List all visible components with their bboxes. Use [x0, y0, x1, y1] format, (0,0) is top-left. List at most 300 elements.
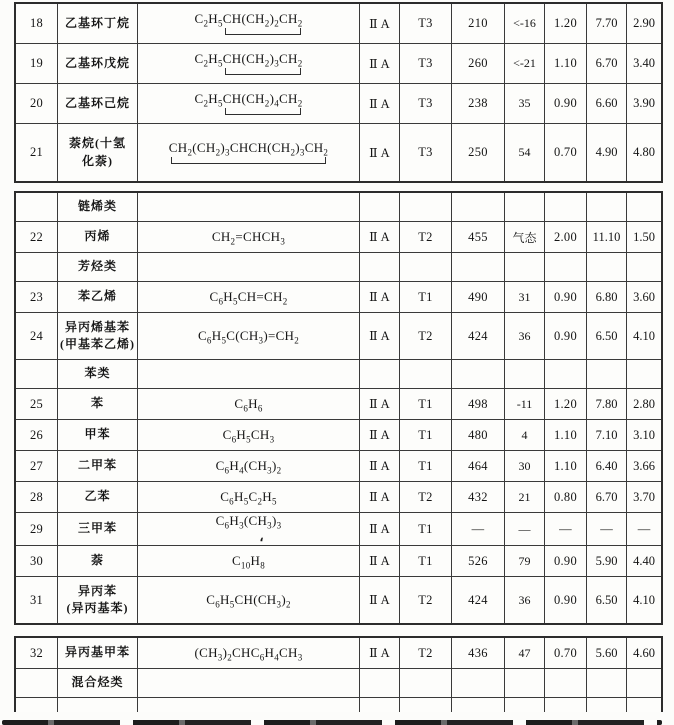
- cell-flash-point: [505, 638, 545, 668]
- cell-sequence-number: [16, 222, 58, 252]
- substance-name-line: 丙烯: [84, 229, 111, 244]
- molecular-formula: $C_{10}H_8$: [231, 553, 266, 571]
- cell-explosion-lower-limit-value: 0.90: [553, 553, 578, 568]
- cell-vapor-density: [627, 253, 661, 281]
- cell-explosion-upper-limit: [587, 546, 627, 576]
- cell-explosion-upper-limit: [587, 253, 627, 281]
- cell-flash-point-value: <-21: [513, 56, 536, 70]
- cell-explosion-upper-limit: [587, 222, 627, 252]
- cell-temp-class: [400, 44, 452, 83]
- cell-ignition-temp-value: 238: [468, 96, 488, 110]
- table-row: [16, 576, 661, 623]
- cell-ignition-temp: [452, 669, 505, 697]
- table-row: [16, 545, 661, 576]
- cell-molecular-formula: [138, 193, 360, 221]
- substance-name-line: 苯乙烯: [77, 289, 117, 304]
- cell-explosion-lower-limit: [545, 360, 587, 388]
- substance-name-line: 乙苯: [84, 489, 111, 504]
- cell-flash-point-value: -11: [516, 396, 533, 411]
- cell-ignition-temp-value: 464: [468, 458, 488, 473]
- table-row: [16, 4, 661, 43]
- cell-substance-name: [58, 513, 138, 545]
- cell-temp-class-value: T1: [418, 396, 433, 411]
- table-block: [14, 636, 663, 712]
- cell-explosion-upper-limit-value: —: [600, 521, 613, 536]
- table-row: [16, 388, 661, 419]
- cell-substance-name: [58, 253, 138, 281]
- cell-sequence-number: [16, 638, 58, 668]
- cell-flash-point-value: 21: [518, 489, 531, 504]
- cell-molecular-formula: [138, 389, 360, 419]
- cell-flash-point: [505, 389, 545, 419]
- cell-substance-name: [58, 451, 138, 481]
- cell-vapor-density: [627, 193, 661, 221]
- molecular-formula: $C_6H_6$: [234, 396, 263, 414]
- formula-ring-part: $CH(CH_2)_4CH_2$: [222, 91, 303, 109]
- cell-temp-class: [400, 84, 452, 123]
- cell-temp-class: [400, 193, 452, 221]
- cell-molecular-formula: [138, 420, 360, 450]
- cell-vapor-density: [627, 451, 661, 481]
- table-row: [16, 123, 661, 181]
- cell-flash-point: [505, 84, 545, 123]
- cell-equipment-group: [360, 360, 400, 388]
- formula-chain-part: $C_2H_5$: [194, 11, 223, 29]
- cell-substance-name: [58, 420, 138, 450]
- cell-molecular-formula: [138, 253, 360, 281]
- cell-temp-class: [400, 4, 452, 43]
- category-row: [16, 252, 661, 281]
- cell-temp-class: [400, 313, 452, 359]
- cell-molecular-formula: [138, 698, 360, 712]
- cell-explosion-upper-limit-value: 6.60: [595, 96, 618, 110]
- cell-temp-class: [400, 360, 452, 388]
- cell-vapor-density: [627, 638, 661, 668]
- cell-equipment-group: [360, 4, 400, 43]
- cell-equipment-group: [360, 698, 400, 712]
- cell-molecular-formula: [138, 44, 360, 83]
- sequence-number: 23: [29, 289, 44, 304]
- cell-explosion-upper-limit: [587, 193, 627, 221]
- table-row: [16, 481, 661, 512]
- cell-ignition-temp: [452, 513, 505, 545]
- cell-explosion-lower-limit-value: 1.10: [553, 427, 578, 442]
- cell-ignition-temp: [452, 222, 505, 252]
- table-block: [14, 191, 663, 625]
- cell-molecular-formula: [138, 84, 360, 123]
- cell-explosion-lower-limit: [545, 420, 587, 450]
- cell-substance-name: [58, 577, 138, 623]
- cell-flash-point-value: 4: [521, 427, 528, 442]
- cell-ignition-temp-value: 455: [468, 229, 488, 244]
- cell-equipment-group: [360, 420, 400, 450]
- cell-temp-class-value: T2: [418, 645, 433, 660]
- sequence-number: 21: [29, 145, 44, 159]
- cell-sequence-number: [16, 698, 58, 712]
- cell-explosion-lower-limit-value: 1.10: [553, 56, 578, 70]
- cell-sequence-number: [16, 389, 58, 419]
- substance-name-line: 芳烃类: [77, 259, 117, 274]
- cell-explosion-upper-limit-value: 4.90: [595, 145, 618, 159]
- molecular-formula: $C_6H_5C_2H_5$: [220, 489, 277, 507]
- cell-equipment-group-value: Ⅱ A: [369, 56, 390, 71]
- cell-vapor-density: [627, 4, 661, 43]
- cell-explosion-lower-limit-value: 1.20: [553, 396, 578, 411]
- cell-temp-class: [400, 124, 452, 181]
- cell-explosion-upper-limit-value: 5.60: [595, 645, 618, 660]
- cell-substance-name: [58, 4, 138, 43]
- cell-ignition-temp: [452, 389, 505, 419]
- cell-ignition-temp-value: 436: [468, 645, 488, 660]
- cell-explosion-lower-limit: [545, 669, 587, 697]
- substance-name-line: 混合烃类: [71, 675, 124, 690]
- cell-explosion-lower-limit-value: 1.20: [553, 16, 578, 30]
- cell-ignition-temp-value: 526: [468, 553, 488, 568]
- cell-equipment-group: [360, 222, 400, 252]
- cell-explosion-upper-limit: [587, 482, 627, 512]
- cell-explosion-lower-limit-value: 0.80: [553, 489, 578, 504]
- cell-vapor-density-value: 2.80: [633, 396, 655, 411]
- substance-name-line: 乙基环戊烷: [64, 55, 130, 70]
- cell-sequence-number: [16, 44, 58, 83]
- cell-explosion-upper-limit: [587, 577, 627, 623]
- cell-ignition-temp-value: 432: [468, 489, 488, 504]
- cell-explosion-upper-limit: [587, 698, 627, 712]
- cell-equipment-group-value: Ⅱ A: [369, 397, 390, 411]
- cell-temp-class: [400, 513, 452, 545]
- cell-explosion-lower-limit-value: —: [559, 521, 572, 536]
- substance-name-line: 三甲苯: [77, 521, 117, 536]
- cell-flash-point: [505, 193, 545, 221]
- molecular-formula: [194, 51, 302, 67]
- cell-sequence-number: [16, 420, 58, 450]
- cell-explosion-upper-limit-value: 6.50: [595, 328, 618, 343]
- cell-equipment-group: [360, 124, 400, 181]
- sequence-number: 28: [29, 489, 44, 504]
- substance-name-line: 二甲苯: [77, 458, 117, 473]
- substance-name-line: 异丙烯基苯: [64, 319, 130, 334]
- cell-equipment-group-value: Ⅱ A: [369, 230, 390, 244]
- cell-temp-class-value: T3: [418, 16, 433, 30]
- table-row: [16, 312, 661, 359]
- cell-molecular-formula: [138, 669, 360, 697]
- cell-vapor-density: [627, 546, 661, 576]
- cell-vapor-density-value: 4.40: [633, 553, 655, 568]
- cell-temp-class-value: T3: [418, 56, 433, 70]
- cell-explosion-lower-limit: [545, 577, 587, 623]
- cell-molecular-formula: [138, 513, 360, 545]
- cutoff-next-row-artifact: [2, 720, 662, 725]
- cell-flash-point: [505, 124, 545, 181]
- cell-molecular-formula: [138, 451, 360, 481]
- cell-flash-point-value: 36: [518, 328, 531, 343]
- cell-equipment-group-value: Ⅱ A: [369, 290, 390, 304]
- cell-molecular-formula: [138, 482, 360, 512]
- cell-ignition-temp: [452, 577, 505, 623]
- substance-name-line: 苯: [90, 396, 104, 411]
- cell-vapor-density-value: 3.70: [633, 489, 655, 504]
- cell-vapor-density-value: 1.50: [633, 229, 655, 244]
- cell-explosion-upper-limit: [587, 638, 627, 668]
- cell-explosion-upper-limit: [587, 84, 627, 123]
- cell-substance-name: [58, 546, 138, 576]
- cell-vapor-density: [627, 698, 661, 712]
- sequence-number: 19: [29, 56, 44, 70]
- molecular-formula: $C_6H_3(CH_3)_3$: [215, 513, 282, 531]
- formula-ring-part: $CH(CH_2)_3CH_2$: [222, 51, 303, 69]
- cell-explosion-lower-limit: [545, 253, 587, 281]
- cell-substance-name: [58, 222, 138, 252]
- substance-name-line: 苯类: [84, 366, 111, 381]
- cell-flash-point: [505, 4, 545, 43]
- cell-temp-class: [400, 253, 452, 281]
- cell-molecular-formula: [138, 638, 360, 668]
- cell-vapor-density: [627, 222, 661, 252]
- cell-vapor-density: [627, 44, 661, 83]
- cell-ignition-temp-value: 424: [468, 592, 488, 607]
- cell-flash-point: [505, 253, 545, 281]
- cell-explosion-upper-limit-value: 11.10: [592, 229, 621, 244]
- substance-name-line: 乙基环丁烷: [64, 15, 130, 30]
- cell-explosion-upper-limit: [587, 451, 627, 481]
- cell-explosion-lower-limit: [545, 44, 587, 83]
- cell-equipment-group-value: Ⅱ A: [369, 428, 390, 442]
- cell-vapor-density-value: 4.60: [633, 645, 655, 660]
- cell-ignition-temp-value: 260: [468, 56, 488, 70]
- cell-ignition-temp: [452, 420, 505, 450]
- cell-molecular-formula: [138, 546, 360, 576]
- cell-sequence-number: [16, 577, 58, 623]
- molecular-formula: [194, 91, 302, 107]
- cell-flash-point-value: 31: [518, 289, 531, 304]
- cell-flash-point-value: 30: [518, 458, 531, 473]
- cell-flash-point: [505, 577, 545, 623]
- cell-flash-point: [505, 313, 545, 359]
- cell-substance-name: [58, 360, 138, 388]
- cell-explosion-lower-limit-value: 1.10: [553, 458, 578, 473]
- cell-vapor-density-value: 3.66: [633, 458, 655, 473]
- molecular-formula: $C_6H_5CH=CH_2$: [209, 289, 288, 307]
- cell-flash-point: [505, 546, 545, 576]
- cell-temp-class: [400, 669, 452, 697]
- cell-explosion-upper-limit: [587, 313, 627, 359]
- cell-molecular-formula: [138, 577, 360, 623]
- cell-explosion-lower-limit: [545, 482, 587, 512]
- formula-ring-part: $CH(CH_2)_2CH_2$: [222, 11, 303, 29]
- cell-explosion-lower-limit-value: 0.90: [553, 289, 578, 304]
- cell-substance-name: [58, 193, 138, 221]
- cell-temp-class: [400, 451, 452, 481]
- cell-temp-class: [400, 698, 452, 712]
- cell-ignition-temp-value: 210: [468, 16, 488, 30]
- cell-ignition-temp: [452, 4, 505, 43]
- cell-vapor-density-value: 4.80: [633, 145, 655, 159]
- cell-explosion-upper-limit: [587, 389, 627, 419]
- cell-explosion-upper-limit: [587, 44, 627, 83]
- cell-explosion-upper-limit-value: 6.70: [595, 56, 618, 70]
- cell-temp-class: [400, 482, 452, 512]
- cell-explosion-lower-limit: [545, 389, 587, 419]
- cell-vapor-density: [627, 482, 661, 512]
- cell-explosion-lower-limit: [545, 698, 587, 712]
- cell-explosion-lower-limit: [545, 84, 587, 123]
- sequence-number: 22: [29, 229, 44, 244]
- cell-equipment-group: [360, 546, 400, 576]
- cell-ignition-temp: [452, 44, 505, 83]
- cell-ignition-temp: [452, 193, 505, 221]
- cell-explosion-upper-limit: [587, 282, 627, 312]
- cell-molecular-formula: [138, 124, 360, 181]
- cell-flash-point-value: 79: [518, 553, 531, 568]
- cell-ignition-temp: [452, 360, 505, 388]
- molecular-formula: $C_6H_5CH(CH_3)_2$: [206, 592, 291, 610]
- cell-ignition-temp: [452, 253, 505, 281]
- sequence-number: 31: [29, 592, 44, 607]
- sequence-number: 29: [29, 521, 44, 536]
- cell-ignition-temp-value: 480: [468, 427, 488, 442]
- cell-substance-name: [58, 482, 138, 512]
- cell-explosion-lower-limit: [545, 451, 587, 481]
- cell-vapor-density-value: —: [637, 521, 651, 536]
- cell-flash-point: [505, 698, 545, 712]
- sequence-number: 25: [29, 396, 44, 411]
- cell-explosion-lower-limit: [545, 546, 587, 576]
- cell-equipment-group-value: Ⅱ A: [369, 522, 390, 536]
- cell-temp-class-value: T3: [418, 96, 433, 110]
- cell-flash-point-value: <-16: [513, 16, 536, 30]
- cell-explosion-lower-limit-value: 0.70: [553, 145, 578, 159]
- cell-molecular-formula: [138, 282, 360, 312]
- cell-explosion-upper-limit-value: 7.10: [595, 427, 618, 442]
- cell-vapor-density-value: 2.90: [633, 16, 655, 30]
- category-row: [16, 668, 661, 697]
- cell-sequence-number: [16, 360, 58, 388]
- cell-molecular-formula: [138, 360, 360, 388]
- cell-explosion-lower-limit: [545, 4, 587, 43]
- cell-vapor-density-value: 3.10: [633, 427, 655, 442]
- cell-vapor-density: [627, 513, 661, 545]
- cell-explosion-lower-limit-value: 0.90: [553, 96, 578, 110]
- cell-temp-class-value: T1: [418, 289, 433, 304]
- cell-temp-class-value: T2: [418, 489, 433, 504]
- formula-chain-part: $C_2H_5$: [194, 91, 223, 109]
- cell-equipment-group: [360, 577, 400, 623]
- cell-temp-class: [400, 222, 452, 252]
- cell-sequence-number: [16, 282, 58, 312]
- substance-name-line: 甲苯: [84, 427, 111, 442]
- substance-name-line: 萘: [90, 553, 104, 568]
- formula-chain-part: $C_2H_5$: [194, 51, 223, 69]
- cell-flash-point: [505, 222, 545, 252]
- sequence-number: 30: [29, 553, 44, 568]
- cell-equipment-group-value: Ⅱ A: [369, 459, 390, 473]
- cell-ignition-temp: [452, 698, 505, 712]
- cell-equipment-group-value: Ⅱ A: [369, 490, 390, 504]
- cell-ignition-temp: [452, 282, 505, 312]
- cell-explosion-lower-limit-value: 0.70: [553, 645, 578, 660]
- cell-sequence-number: [16, 4, 58, 43]
- cell-ignition-temp-value: 424: [468, 328, 488, 343]
- cell-equipment-group: [360, 389, 400, 419]
- sequence-number: 20: [29, 96, 44, 110]
- cell-explosion-lower-limit-value: 0.90: [553, 592, 578, 607]
- cell-sequence-number: [16, 193, 58, 221]
- cell-explosion-upper-limit-value: 6.40: [595, 458, 618, 473]
- cell-flash-point-value: 35: [518, 96, 531, 110]
- cell-flash-point-value: 36: [518, 592, 531, 607]
- cell-vapor-density: [627, 282, 661, 312]
- molecular-formula: $C_6H_5CH_3$: [222, 427, 275, 445]
- molecular-formula: $C_6H_5C(CH_3)=CH_2$: [197, 328, 300, 346]
- sequence-number: 26: [29, 427, 44, 442]
- cutoff-row: [16, 697, 661, 712]
- cell-explosion-upper-limit-value: 5.90: [595, 553, 618, 568]
- cell-equipment-group-value: Ⅱ A: [369, 646, 390, 660]
- cell-vapor-density: [627, 124, 661, 181]
- cell-sequence-number: [16, 313, 58, 359]
- substance-name-line: 化萘): [82, 153, 113, 168]
- cell-vapor-density: [627, 360, 661, 388]
- cell-explosion-lower-limit: [545, 193, 587, 221]
- cell-equipment-group: [360, 282, 400, 312]
- cell-explosion-upper-limit: [587, 124, 627, 181]
- cell-ignition-temp: [452, 84, 505, 123]
- cell-ignition-temp: [452, 313, 505, 359]
- cell-equipment-group: [360, 193, 400, 221]
- cell-sequence-number: [16, 451, 58, 481]
- cell-flash-point: [505, 420, 545, 450]
- table-row: [16, 83, 661, 123]
- cell-sequence-number: [16, 124, 58, 181]
- cell-flash-point: [505, 360, 545, 388]
- cell-sequence-number: [16, 546, 58, 576]
- sequence-number: 32: [29, 645, 44, 660]
- cell-substance-name: [58, 698, 138, 712]
- cell-temp-class-value: T1: [418, 458, 433, 473]
- cell-temp-class: [400, 577, 452, 623]
- cell-explosion-lower-limit: [545, 313, 587, 359]
- cell-vapor-density-value: 4.10: [633, 592, 655, 607]
- cell-ignition-temp-value: 250: [468, 145, 488, 159]
- cell-flash-point-value: 54: [518, 145, 531, 159]
- molecular-formula: $(CH_3)_2CHC_6H_4CH_3$: [194, 645, 303, 663]
- cell-ignition-temp-value: —: [471, 521, 485, 536]
- cell-flash-point: [505, 482, 545, 512]
- cell-substance-name: [58, 389, 138, 419]
- cell-explosion-upper-limit-value: 6.70: [595, 489, 618, 504]
- cell-ignition-temp: [452, 546, 505, 576]
- cell-temp-class: [400, 389, 452, 419]
- cell-equipment-group: [360, 451, 400, 481]
- cell-explosion-upper-limit: [587, 420, 627, 450]
- cell-vapor-density-value: 3.40: [633, 56, 655, 70]
- cell-vapor-density: [627, 84, 661, 123]
- substance-name-line: 乙基环己烷: [64, 95, 130, 110]
- substance-name-line: 异丙苯: [77, 583, 117, 598]
- cell-explosion-upper-limit: [587, 669, 627, 697]
- molecular-formula: [194, 11, 302, 27]
- cell-ignition-temp: [452, 451, 505, 481]
- stray-ink-mark: ،: [259, 529, 264, 544]
- molecular-formula: $CH_2=CHCH_3$: [211, 229, 286, 247]
- cell-equipment-group-value: Ⅱ A: [369, 96, 390, 111]
- cell-sequence-number: [16, 84, 58, 123]
- cell-explosion-lower-limit: [545, 282, 587, 312]
- cell-sequence-number: [16, 482, 58, 512]
- cell-substance-name: [58, 124, 138, 181]
- cell-explosion-lower-limit-value: 2.00: [553, 229, 578, 244]
- sequence-number: 18: [29, 16, 44, 30]
